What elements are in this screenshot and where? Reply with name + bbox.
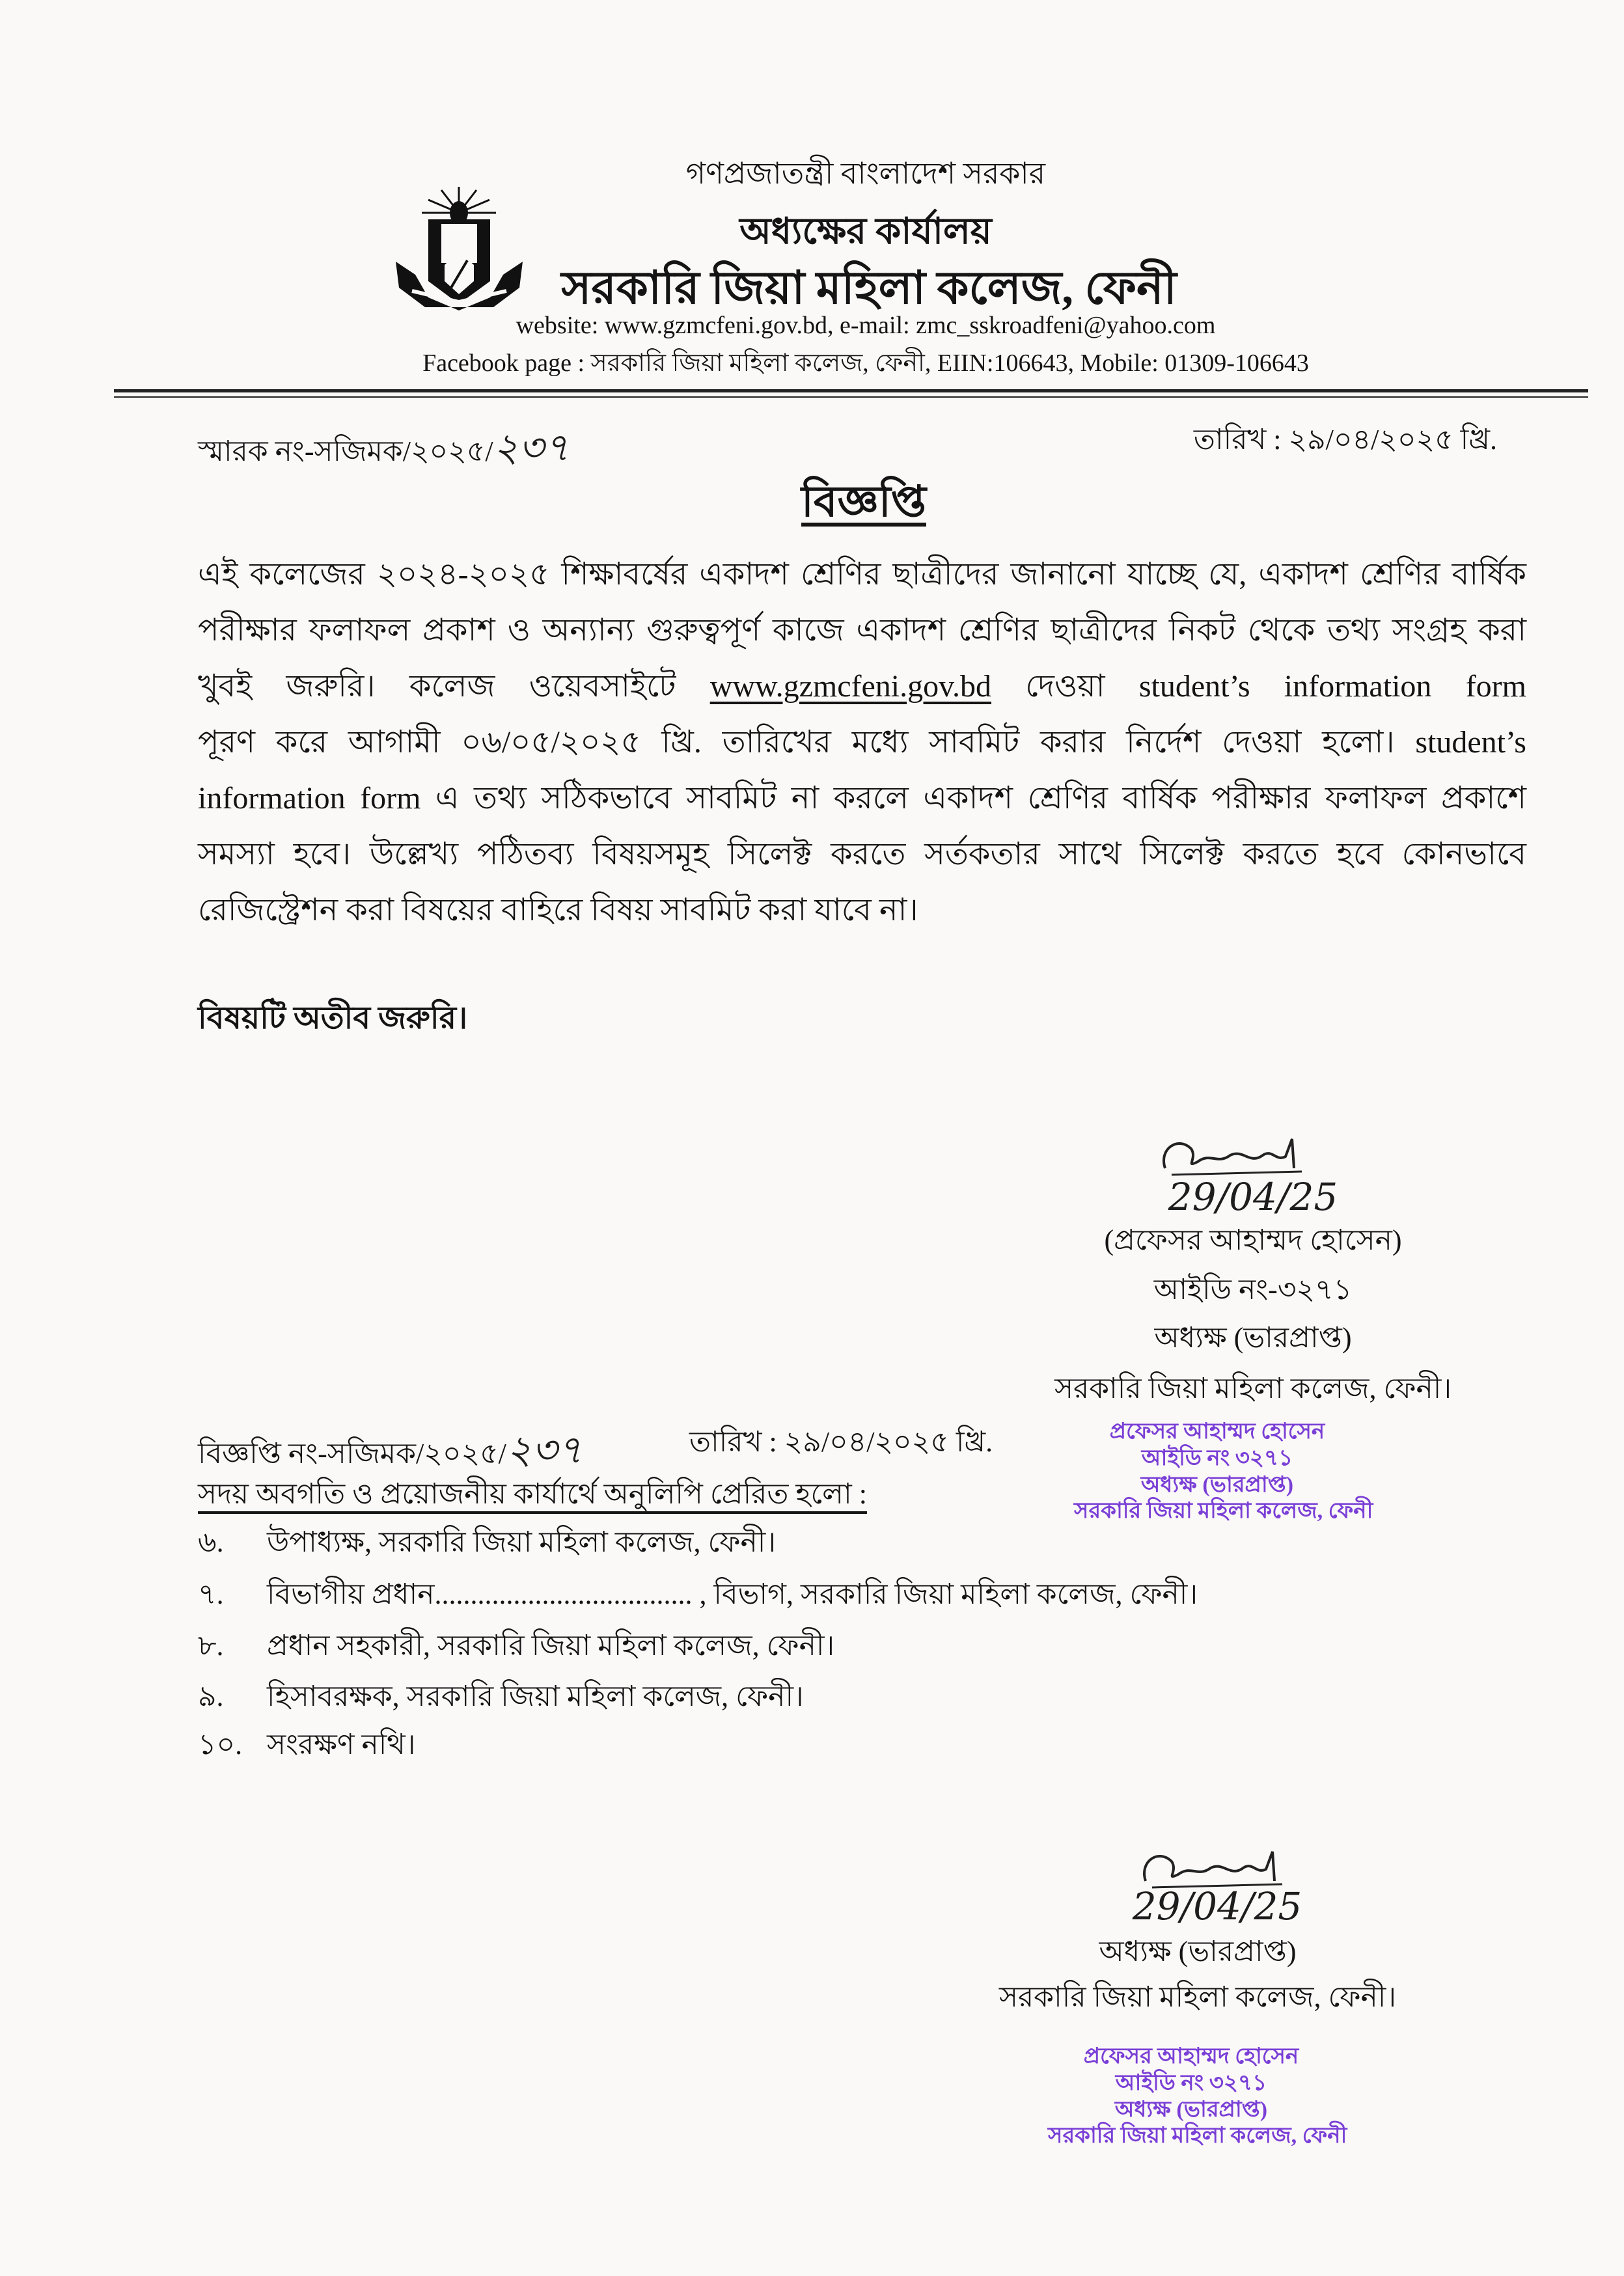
signature-date: 29/04/25 — [1168, 1175, 1338, 1219]
stamp-line: আইডি নং ৩২৭১ — [1141, 1446, 1293, 1470]
official-seal-stamp — [1074, 1419, 1373, 1525]
notice-line-text: দেওয়া student’s information form — [991, 669, 1527, 704]
copy-item-text: হিসাবরক্ষক, সরকারি জিয়া মহিলা কলেজ, ফেনী। — [267, 1680, 804, 1712]
signature-date: 29/04/25 — [1132, 1884, 1302, 1928]
copy-item-number: ৭. — [198, 1578, 224, 1610]
copy-number-handwritten: ২৩৭ — [506, 1427, 583, 1473]
urgent-note: বিষয়টি অতীব জরুরি। — [198, 1001, 468, 1035]
copy-date: তারিখ : ২৯/০৪/২০২৫ খ্রি. — [689, 1426, 993, 1458]
signatory-id: আইডি নং-৩২৭১ — [1153, 1274, 1353, 1306]
notice-line: সমস্যা হবে। উল্লেখ্য পঠিতব্য বিষয়সমূহ সিলেক্ট করতে সর্তকতার সাথে সিলেক্ট করতে হবে কোনভাবে — [198, 837, 1526, 871]
copy-item-number: ১০. — [198, 1729, 243, 1761]
notice-body — [198, 547, 1526, 939]
stamp-line: প্রফেসর আহাম্মদ হোসেন — [1109, 1419, 1325, 1444]
copy-item-number: ৬. — [198, 1526, 224, 1558]
stamp-line: প্রফেসর আহাম্মদ হোসেন — [1083, 2044, 1299, 2068]
contact-facebook-eiin-mobile: Facebook page : সরকারি জিয়া মহিলা কলেজ, ফেনী, EIIN:106643, Mobile: 01309-106643 — [422, 350, 1309, 377]
stamp-line: আইডি নং ৩২৭১ — [1115, 2070, 1267, 2095]
copy-item-number: ৯. — [198, 1680, 224, 1712]
college-logo — [389, 184, 529, 310]
copy-item-text: উপাধ্যক্ষ, সরকারি জিয়া মহিলা কলেজ, ফেনী। — [267, 1526, 777, 1558]
signatory-designation: অধ্যক্ষ (ভারপ্রাপ্ত) — [1154, 1322, 1352, 1354]
notice-line-text: খুবই জরুরি। কলেজ ওয়েবসাইটে — [198, 669, 710, 704]
office-name: অধ্যক্ষের কার্যালয় — [739, 212, 992, 252]
notice-line: রেজিস্ট্রেশন করা বিষয়ের বাহিরে বিষয় সাবমিট করা যাবে না। — [198, 893, 918, 927]
copy-item-number: ৮. — [198, 1630, 224, 1662]
stamp-line: সরকারি জিয়া মহিলা কলেজ, ফেনী — [1048, 2124, 1347, 2148]
website-link[interactable]: www.gzmcfeni.gov.bd — [709, 669, 992, 704]
copy-number-label: বিজ্ঞপ্তি নং-সজিমক/২০২৫/ — [198, 1438, 506, 1470]
notice-line: information form এ তথ্য সঠিকভাবে সাবমিট না করলে একাদশ শ্রেণির বার্ষিক পরীক্ষার ফলাফল প্রকাশে — [198, 781, 1526, 816]
stamp-line: অধ্যক্ষ (ভারপ্রাপ্ত) — [1114, 2097, 1268, 2122]
notice-line — [198, 659, 1526, 715]
header-divider-thin — [114, 396, 1588, 398]
stamp-line: অধ্যক্ষ (ভারপ্রাপ্ত) — [1140, 1472, 1294, 1497]
copy-item-text: বিভাগীয় প্রধান.................................... , বিভাগ, সরকারি জিয়া মহিলা কলেজ, ফেনী। — [267, 1578, 1198, 1610]
official-seal-stamp — [1048, 2044, 1347, 2150]
signatory-college: সরকারি জিয়া মহিলা কলেজ, ফেনী। — [998, 1981, 1397, 2013]
memo-number-label: স্মারক নং-সজিমক/২০২৫/ — [198, 435, 493, 467]
stamp-line: সরকারি জিয়া মহিলা কলেজ, ফেনী — [1074, 1499, 1373, 1524]
notice-line: পূরণ করে আগামী ০৬/০৫/২০২৫ খ্রি. তারিখের মধ্যে সাবমিট করার নির্দেশ দেওয়া হলো। student’s — [198, 725, 1526, 760]
signatory-name: (প্রফেসর আহাম্মদ হোসেন) — [1104, 1224, 1402, 1256]
government-name: গণপ্রজাতন্ত্রী বাংলাদেশ সরকার — [685, 157, 1046, 190]
notice-title: বিজ্ঞপ্তি — [801, 478, 926, 526]
signatory-designation: অধ্যক্ষ (ভারপ্রাপ্ত) — [1099, 1936, 1297, 1968]
contact-website-email: website: www.gzmcfeni.gov.bd, e-mail: zmc_sskroadfeni@yahoo.com — [516, 312, 1216, 339]
copy-heading: সদয় অবগতি ও প্রয়োজনীয় কার্যার্থে অনুলিপি প্রেরিত হলো : — [198, 1478, 867, 1510]
header-divider-thick — [114, 389, 1588, 392]
notice-line: পরীক্ষার ফলাফল প্রকাশ ও অন্যান্য গুরুত্বপূর্ণ কাজে একাদশ শ্রেণির ছাত্রীদের নিকট থেকে তথ্য সংগ্রহ করা — [198, 613, 1526, 648]
copy-item-text: প্রধান সহকারী, সরকারি জিয়া মহিলা কলেজ, ফেনী। — [267, 1630, 835, 1662]
signatory-college: সরকারি জিয়া মহিলা কলেজ, ফেনী। — [1054, 1373, 1452, 1405]
memo-date: তারিখ : ২৯/০৪/২০২৫ খ্রি. — [1193, 424, 1497, 456]
copy-item-text: সংরক্ষণ নথি। — [267, 1729, 416, 1761]
notice-line: এই কলেজের ২০২৪-২০২৫ শিক্ষাবর্ষের একাদশ শ্রেণির ছাত্রীদের জানানো যাচ্ছে যে, একাদশ শ্রেণির বার্ষিক — [198, 557, 1526, 592]
memo-number — [198, 418, 570, 483]
memo-number-handwritten: ২৩৭ — [493, 425, 570, 471]
college-name: সরকারি জিয়া মহিলা কলেজ, ফেনী — [561, 264, 1177, 314]
